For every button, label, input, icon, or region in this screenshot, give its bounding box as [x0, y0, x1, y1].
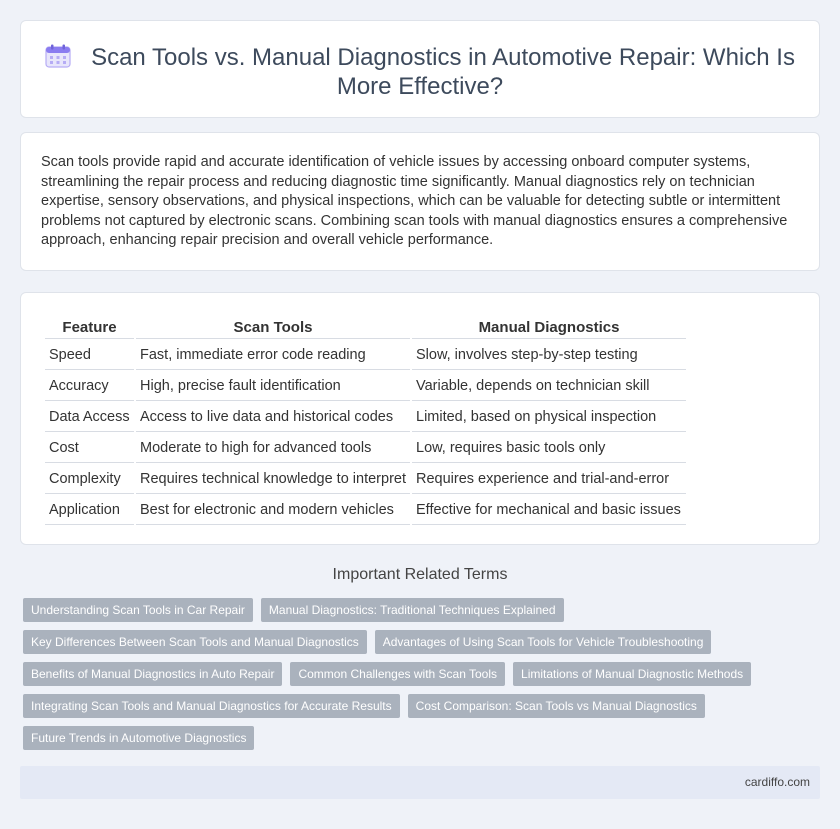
cell-manual-diagnostics: Effective for mechanical and basic issues — [412, 496, 686, 525]
related-term-link[interactable]: Benefits of Manual Diagnostics in Auto Repair — [23, 662, 282, 686]
table-row — [45, 496, 686, 525]
related-terms-heading: Important Related Terms — [332, 566, 508, 583]
related-term-link[interactable]: Key Differences Between Scan Tools and Manual Diagnostics — [23, 630, 367, 654]
table-row — [45, 465, 686, 494]
intro-paragraph: Scan tools provide rapid and accurate identification of vehicle issues by accessing onboard computer systems, streamlining the repair process and reducing diagnostic time significantly. Manual diagnostics rely on technician expertise, sensory observations, and physical inspections, which can be valuable for detecting subtle or intermittent problems not captured by electronic scans. Combining scan tools with manual diagnostics ensures a comprehensive approach, enhancing repair precision and overall vehicle performance. — [41, 154, 788, 249]
table-row — [45, 372, 686, 401]
cell-scan-tools: High, precise fault identification — [136, 372, 410, 401]
cell-scan-tools: Moderate to high for advanced tools — [136, 434, 410, 463]
cell-scan-tools: Best for electronic and modern vehicles — [136, 496, 410, 525]
calendar-icon — [45, 44, 71, 68]
header-feature: Feature — [45, 317, 134, 339]
cell-feature: Cost — [45, 434, 134, 463]
cell-manual-diagnostics: Variable, depends on technician skill — [412, 372, 686, 401]
cell-manual-diagnostics: Limited, based on physical inspection — [412, 403, 686, 432]
table-header-row — [45, 317, 686, 339]
related-terms-list — [23, 598, 803, 758]
comparison-table — [43, 315, 688, 527]
footer-site-link[interactable]: cardiffo.com — [744, 775, 810, 789]
related-term-link[interactable]: Limitations of Manual Diagnostic Methods — [513, 662, 751, 686]
related-term-link[interactable]: Common Challenges with Scan Tools — [290, 662, 505, 686]
table-row — [45, 341, 686, 370]
related-term-link[interactable]: Cost Comparison: Scan Tools vs Manual Diagnostics — [408, 694, 705, 718]
cell-scan-tools: Fast, immediate error code reading — [136, 341, 410, 370]
cell-scan-tools: Requires technical knowledge to interpret — [136, 465, 410, 494]
table-row — [45, 403, 686, 432]
title-card — [20, 20, 820, 118]
table-row — [45, 434, 686, 463]
cell-feature: Accuracy — [45, 372, 134, 401]
cell-feature: Data Access — [45, 403, 134, 432]
page-title: Scan Tools vs. Manual Diagnostics in Automotive Repair: Which Is More Effective? — [91, 44, 795, 100]
cell-feature: Application — [45, 496, 134, 525]
intro-card — [20, 132, 820, 271]
comparison-card — [20, 292, 820, 545]
cell-scan-tools: Access to live data and historical codes — [136, 403, 410, 432]
header-scan-tools: Scan Tools — [136, 317, 410, 339]
cell-manual-diagnostics: Slow, involves step-by-step testing — [412, 341, 686, 370]
related-term-link[interactable]: Understanding Scan Tools in Car Repair — [23, 598, 253, 622]
related-term-link[interactable]: Integrating Scan Tools and Manual Diagnostics for Accurate Results — [23, 694, 400, 718]
page-title-wrap — [21, 43, 819, 101]
footer-bar — [20, 766, 820, 799]
related-term-link[interactable]: Advantages of Using Scan Tools for Vehicle Troubleshooting — [375, 630, 712, 654]
cell-feature: Speed — [45, 341, 134, 370]
cell-manual-diagnostics: Low, requires basic tools only — [412, 434, 686, 463]
related-term-link[interactable]: Manual Diagnostics: Traditional Techniques Explained — [261, 598, 564, 622]
cell-feature: Complexity — [45, 465, 134, 494]
header-manual-diagnostics: Manual Diagnostics — [412, 317, 686, 339]
cell-manual-diagnostics: Requires experience and trial-and-error — [412, 465, 686, 494]
related-term-link[interactable]: Future Trends in Automotive Diagnostics — [23, 726, 254, 750]
